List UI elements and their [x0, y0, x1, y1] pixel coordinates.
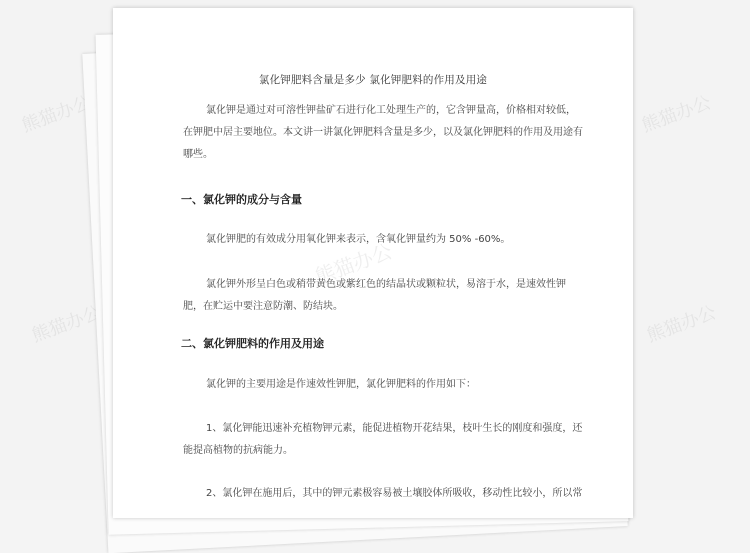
- document-page: [113, 8, 633, 518]
- section-2-heading: 二、氯化钾肥料的作用及用途: [181, 337, 324, 350]
- watermark: 熊猫办公: [644, 302, 719, 347]
- intro-paragraph: 氯化钾是通过对可溶性钾盐矿石进行化工处理生产的，它含钾量高，价格相对较低，在钾肥中居主要地位。本文讲一讲氯化钾肥料含量是多少，以及氯化钾肥料的作用及用途有哪些。: [183, 105, 583, 160]
- document-title: 氯化钾肥料含量是多少 氯化钾肥料的作用及用途: [258, 74, 488, 86]
- watermark: 熊猫办公: [29, 302, 104, 347]
- section-2-paragraph-1: 氯化钾的主要用途是作速效性钾肥，氯化钾肥料的作用如下：: [206, 379, 476, 390]
- section-2-paragraph-2: 1、氯化钾能迅速补充植物钾元素，能促进植物开花结果，枝叶生长的刚度和强度，还能提高植物的抗病能力。: [183, 423, 583, 456]
- watermark: 熊猫办公: [311, 238, 396, 289]
- watermark: 熊猫办公: [639, 92, 714, 137]
- section-2-paragraph-3: 2、氯化钾在施用后，其中的钾元素极容易被土壤胶体所吸收，移动性比较小，所以常: [206, 488, 583, 499]
- section-1-paragraph-2: 氯化钾外形呈白色或稍带黄色或紫红色的结晶状或颗粒状，易溶于水，是速效性钾肥，在贮运中要注意防潮、防结块。: [183, 279, 566, 312]
- section-1-heading: 一、氯化钾的成分与含量: [181, 193, 302, 206]
- section-1-paragraph-1: 氯化钾肥的有效成分用氧化钾来表示，含氧化钾量约为 50% -60%。: [206, 234, 511, 245]
- watermark: 熊猫办公: [19, 92, 94, 137]
